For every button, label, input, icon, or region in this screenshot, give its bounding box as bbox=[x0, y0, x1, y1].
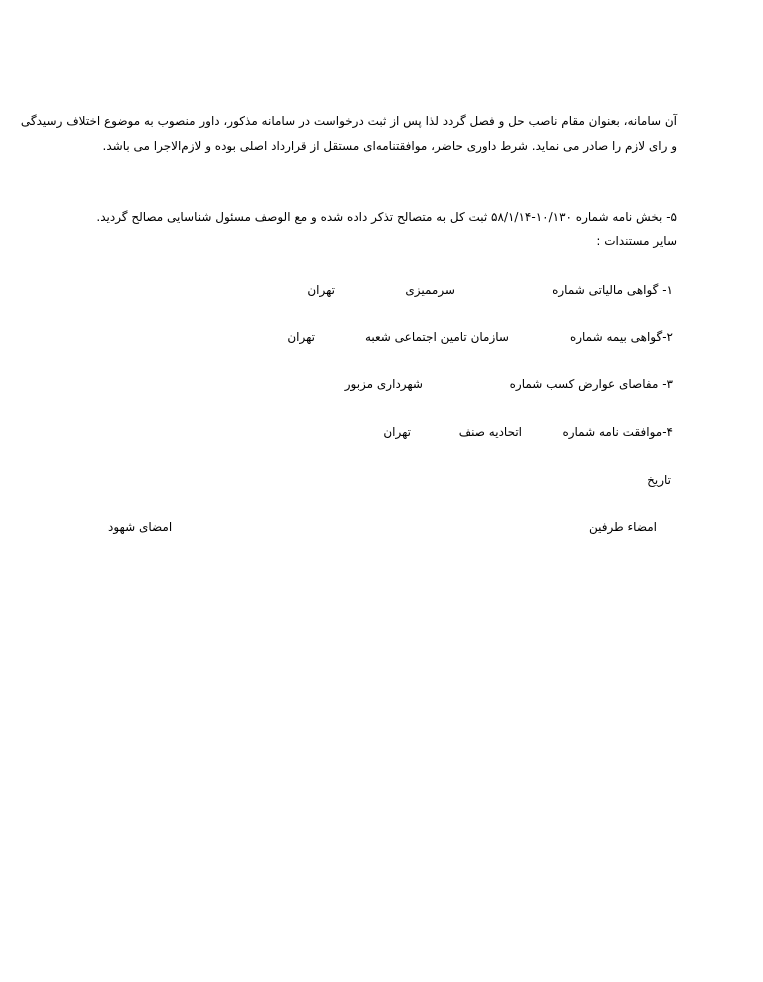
document-3-issuer: شهرداری مزبور bbox=[344, 377, 423, 391]
document-2-label: ۲-گواهی بیمه شماره bbox=[569, 330, 673, 344]
document-1-label: ۱- گواهی مالیاتی شماره bbox=[552, 283, 673, 297]
section-5-line-1: ۵- بخش نامه شماره ۱۰/۱۳۰-۵۸/۱/۱۴ ثبت کل به متصالح تذکر داده شده و مع الوصف مسئول شناسایی مصالح گردید. bbox=[96, 210, 677, 224]
document-2-city: تهران bbox=[287, 330, 315, 344]
witnesses-signature-label: امضای شهود bbox=[108, 520, 173, 534]
document-1-issuer: سرممیزی bbox=[405, 283, 455, 297]
document-3-label: ۳- مفاصای عوارض کسب شماره bbox=[509, 377, 673, 391]
document-2-issuer: سازمان تامین اجتماعی شعبه bbox=[364, 330, 509, 344]
date-label: تاریخ bbox=[647, 473, 671, 487]
document-1-city: تهران bbox=[307, 283, 335, 297]
parties-signature-label: امضاء طرفین bbox=[589, 520, 657, 534]
arbitration-paragraph-line-1: آن سامانه، بعنوان مقام ناصب حل و فصل گردد لذا پس از ثبت درخواست در سامانه مذکور، داور منصوب به موضوع اختلاف رسیدگی bbox=[20, 114, 677, 128]
other-documents-heading: سایر مستندات : bbox=[596, 234, 677, 248]
arbitration-paragraph-line-2: و رای لازم را صادر می نماید. شرط داوری حاضر، موافقتنامه‌ای مستقل از قرارداد اصلی بوده و لازم‌الاجرا می باشد. bbox=[102, 139, 677, 153]
document-4-city: تهران bbox=[383, 425, 411, 439]
document-4-label: ۴-موافقت نامه شماره bbox=[562, 425, 673, 439]
document-4-issuer: اتحادیه صنف bbox=[458, 425, 522, 439]
